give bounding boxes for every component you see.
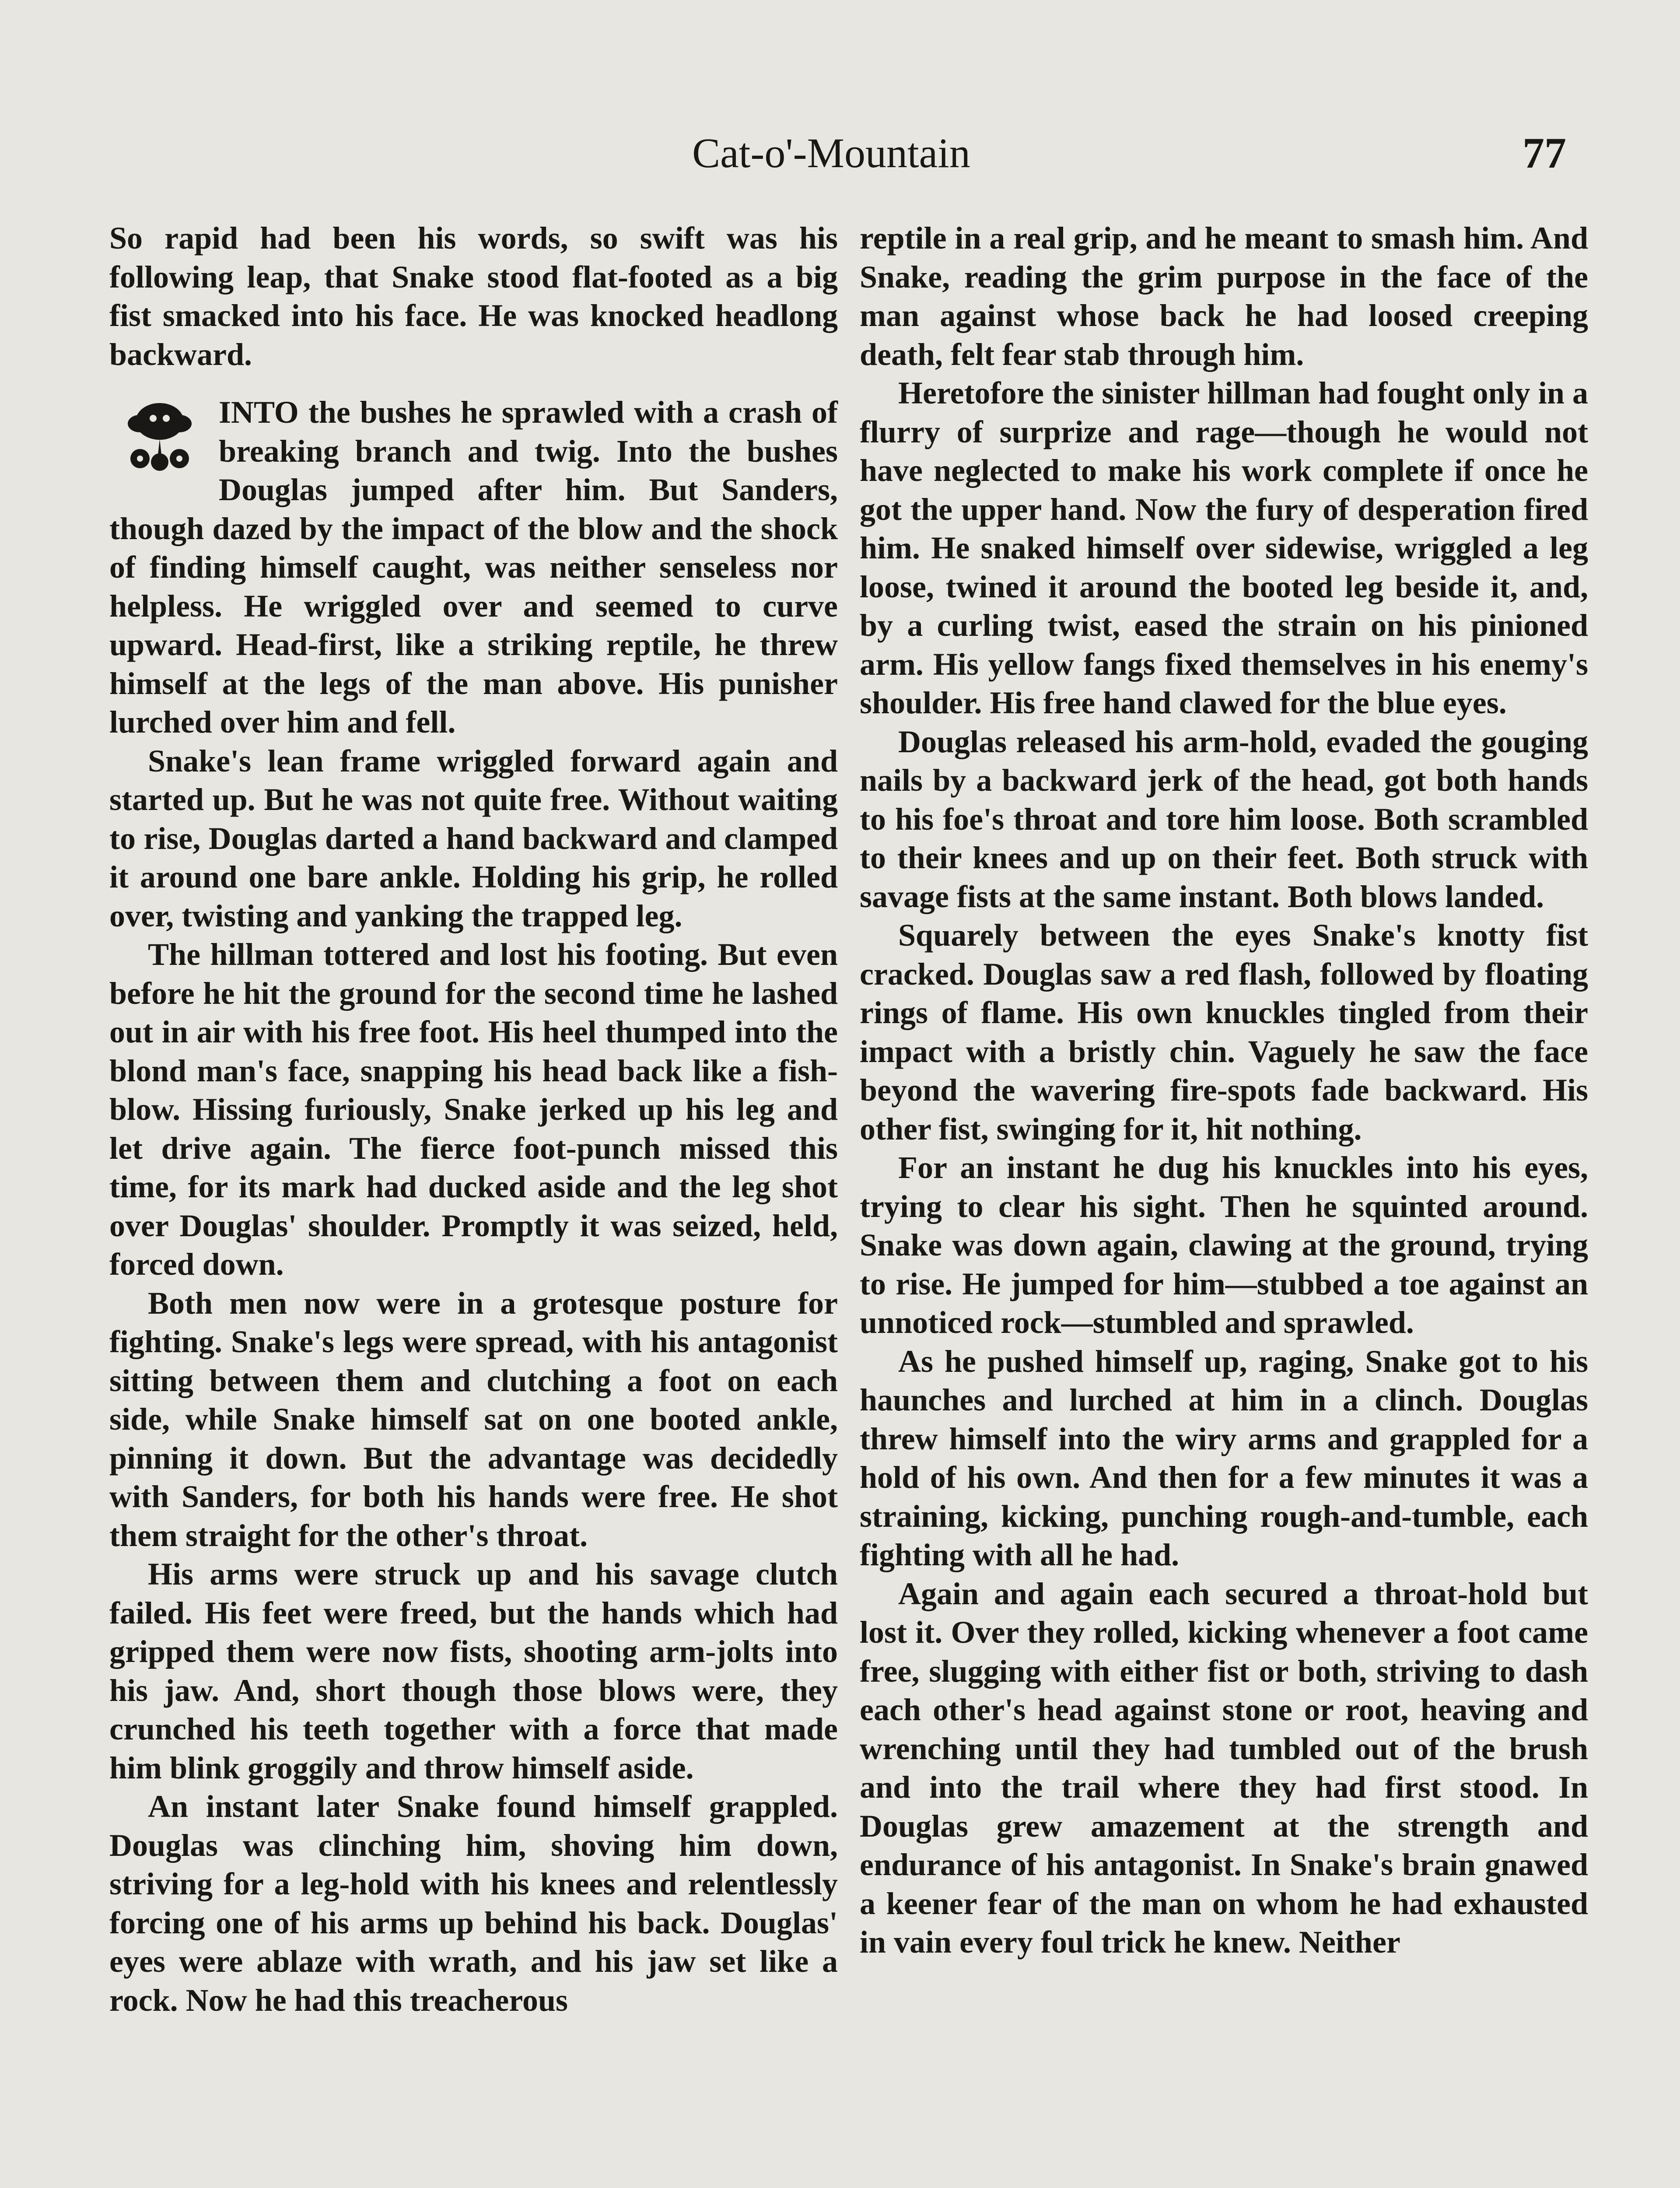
paragraph: His arms were struck up and his savage clutch failed. His feet were freed, but the hands which had gripped them were now fists, shooting arm-jolts into his jaw. And, short though those blows were, they crunched his teeth together with a force that made him blink groggily and throw himself aside.: [109, 1557, 838, 1785]
paragraph: Squarely between the eyes Snake's knotty fist cracked. Douglas saw a red flash, followed by floating rings of flame. His own knuckles tingled from their impact with a bristly chin. Vaguely he saw the face beyond the wavering fire-spots fade backward. His other fist, swinging for it, hit nothing.: [860, 918, 1588, 1147]
paragraph: INTO the bushes he sprawled with a crash of breaking branch and twig. Into the bushes Douglas jumped after him. But Sanders, though dazed by the impact of the blow and the shock of finding himself caught, was neither senseless nor helpless. He wriggled over and seemed to curve upward. Head-first, like a striking reptile, he threw himself at the legs of the man above. His punisher lurched over him and fell.: [109, 395, 838, 740]
paragraph: Snake's lean frame wriggled forward again and started up. But he was not quite free. Without waiting to rise, Douglas darted a hand backward and clamped it around one bare ankle. Holding his grip, he rolled over, twisting and yanking the trapped leg.: [109, 743, 838, 933]
paragraph: The hillman tottered and lost his footing. But even before he hit the ground for the second time he lashed out in air with his free foot. His heel thumped into the blond man's face, snapping his head back like a fish-blow. Hissing furiously, Snake jerked up his leg and let drive again. The fierce foot-punch missed this time, for its mark had ducked aside and the leg shot over Douglas' shoulder. Promptly it was seized, held, forced down.: [109, 937, 838, 1282]
paragraph: Heretofore the sinister hillman had fought only in a flurry of surprize and rage—though he would not have neglected to make his work complete if once he got the upper hand. Now the fury of desperation fired him. He snaked himself over sidewise, wriggled a leg loose, twined it around the booted leg beside it, and, by a curling twist, eased the strain on his pinioned arm. His yellow fangs fixed themselves in his enemy's shoulder. His free hand clawed for the blue eyes.: [860, 375, 1588, 720]
page-number: 77: [1522, 129, 1566, 177]
paragraph: reptile in a real grip, and he meant to smash him. And Snake, reading the grim purpose in the face of the man against whose back he had loosed creeping death, felt fear stab through him.: [860, 221, 1588, 372]
paragraph: Douglas released his arm-hold, evaded the gouging nails by a backward jerk of the head, got both hands to his foe's throat and tore him loose. Both scrambled to their knees and up on their feet. Both struck with savage fists at the same instant. Both blows landed.: [860, 724, 1588, 914]
paragraph: Both men now were in a grotesque posture for fighting. Snake's legs were spread, with his antagonist sitting between them and clutching a foot on each side, while Snake himself sat on one booted ankle, pinning it down. But the advantage was decidedly with Sanders, for both his hands were free. He shot them straight for the other's throat.: [109, 1285, 838, 1553]
right-column: [860, 219, 1588, 2188]
left-column: [109, 219, 838, 2188]
dropcap-paragraph: [109, 393, 838, 742]
paragraph: An instant later Snake found himself grappled. Douglas was clinching him, shoving him down, striving for a leg-hold with his knees and relentlessly forcing one of his arms up behind his back. Douglas' eyes were ablaze with wrath, and his jaw set like a rock. Now he had this treacherous: [109, 1789, 838, 2018]
paragraph: Again and again each secured a throat-hold but lost it. Over they rolled, kicking whenever a foot came free, slugging with either fist or both, striving to dash each other's head against stone or root, heaving and wrenching until they had tumbled out of the brush and into the trail where they had first stood. In Douglas grew amazement at the strength and endurance of his antagonist. In Snake's brain gnawed a keener fear of the man on whom he had exhausted in vain every foul trick he knew. Neither: [860, 1576, 1588, 1960]
page-header: [0, 127, 1680, 188]
paragraph: For an instant he dug his knuckles into his eyes, trying to clear his sight. Then he squinted around. Snake was down again, clawing at the ground, trying to rise. He jumped for him—stubbed a toe against an unnoticed rock—stumbled and sprawled.: [860, 1150, 1588, 1340]
paragraph: As he pushed himself up, raging, Snake got to his haunches and lurched at him in a clinch. Douglas threw himself into the wiry arms and grappled for a hold of his own. And then for a few minutes it was a straining, kicking, punching rough-and-tumble, each fighting with all he had.: [860, 1343, 1588, 1572]
paragraph: So rapid had been his words, so swift was his following leap, that Snake stood flat-footed as a big fist smacked into his face. He was knocked headlong backward.: [109, 221, 838, 372]
running-title: Cat-o'-Mountain: [692, 130, 970, 176]
leafy-ornament-icon: [109, 397, 210, 472]
